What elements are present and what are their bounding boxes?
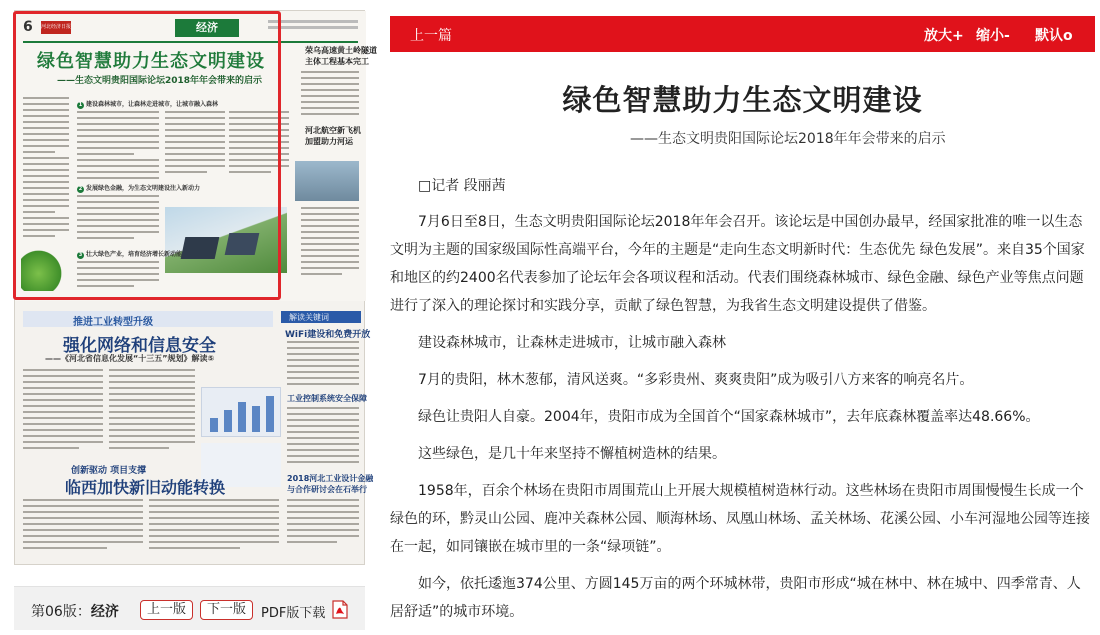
zoom-in-button[interactable]: 放大+ [924, 28, 964, 44]
article-byline: □记者 段丽茜 [418, 178, 506, 194]
lower-right-banner: 解读关键词 [281, 311, 361, 323]
reset-zoom-button[interactable]: 默认o [1035, 28, 1073, 44]
pdf-download-link[interactable]: PDF版下载 [261, 606, 326, 621]
lower-small-headline: 创新驱动 项目支撑 [71, 466, 147, 476]
right-headline-2: 河北航空新飞机 加盟助力河运 [305, 126, 361, 146]
text-column [287, 341, 359, 389]
prev-page-button[interactable]: 上一版 [140, 600, 193, 620]
page-headline: 绿色智慧助力生态文明建设 [37, 51, 265, 72]
article-paragraph: 7月6日至8日，生态文明贵阳国际论坛2018年年会召开。该论坛是中国创办最早，经国家批准的唯一以生态文明为主题的国家级国际性高端平台，今年的主题是“走向生态文明新时代：生态优先 绿色发展”。来自35个国家和地区的约2400名代表参加了论坛年会各项议程和活动。代表们围绕森林城市、绿色金融、绿色产业等焦点问题进行了深入的理论探讨和实践分享，贡献了绿色智慧，为我省生态文明建设提供了借鉴。 [390, 214, 1085, 314]
text-column [23, 369, 103, 453]
text-column [301, 207, 359, 279]
right-headline-1: 荣乌高速黄土岭隧道 主体工程基本完工 [305, 46, 377, 66]
article-body [390, 208, 1090, 635]
lower-right-headline-3: 2018河北工业设计金融 与合作研讨会在石举行 [287, 474, 374, 494]
text-column [287, 499, 359, 547]
text-column [301, 71, 359, 119]
article-paragraph: 绿色让贵阳人自豪。2004年，贵阳市成为全国首个“国家森林城市”，去年底森林覆盖率达48.66%。 [418, 409, 1040, 425]
page-subheadline: ——生态文明贵阳国际论坛2018年年会带来的启示 [57, 76, 263, 86]
lower-right-headline-1: WiFi建设和免费开放 [285, 330, 371, 340]
text-column [149, 499, 279, 553]
text-column [287, 407, 359, 467]
next-page-button[interactable]: 下一版 [200, 600, 253, 620]
lower-headline-2: 临西加快新旧动能转换 [65, 478, 226, 497]
text-column [109, 369, 195, 453]
article-paragraph: 7月的贵阳，林木葱郁，清风送爽。“多彩贵州、爽爽贵阳”成为吸引八方来客的响亮名片。 [418, 372, 974, 388]
lower-headline-1: 强化网络和信息安全 [63, 336, 216, 356]
lower-section-banner: 推进工业转型升级 [23, 311, 273, 327]
page-dateline [268, 20, 358, 32]
page-bottom-half [15, 307, 374, 566]
article-paragraph: 1958年，百余个林场在贵阳市周围荒山上开展大规模植树造林行动。这些林场在贵阳市周围慢慢生长成一个绿色的环，黔灵山公园、鹿冲关森林公园、顺海林场、凤凰山林场、孟关林场、花溪公园、小车河湿地公园等连接在一起，如同镶嵌在城市里的一条“绿项链”。 [390, 483, 1090, 555]
masthead-logo: 河北经济日报 [41, 21, 71, 34]
lower-chart-graphic [201, 387, 281, 437]
article-paragraph: 如今，依托逶迤374公里、方圆145万亩的两个环城林带，贵阳市形成“城在林中、林在城中、四季常青、人居舒适”的城市环境。 [390, 576, 1081, 620]
section-label: 经济 [175, 19, 239, 37]
article-title: 绿色智慧助力生态文明建设 [562, 83, 923, 117]
page-photo-aircraft [295, 161, 359, 201]
text-column [23, 499, 143, 553]
prev-article-button[interactable]: 上一篇 [410, 28, 452, 44]
page-number: 6 [23, 19, 33, 35]
edition-label: 第06版：经济 [31, 604, 119, 620]
zoom-out-button[interactable]: 缩小- [976, 28, 1010, 44]
pdf-icon[interactable] [332, 600, 348, 619]
lower-subheadline-1: ——《河北省信息化发展“十三五”规划》解读⑤ [45, 354, 215, 363]
edition-nav-bar [14, 586, 365, 630]
page-section-title-2: 2 发展绿色金融，为生态文明建设注入新动力 [78, 185, 201, 192]
article-subtitle: ——生态文明贵阳国际论坛2018年年会带来的启示 [630, 131, 946, 147]
lower-right-headline-2: 工业控制系统安全保障 [287, 394, 367, 403]
article-content [390, 52, 1095, 635]
page-section-title-3: 3 壮大绿色产业，培育经济增长新动能 [78, 251, 183, 258]
article-paragraph: 这些绿色，是几十年来坚持不懈植树造林的结果。 [418, 446, 726, 462]
selected-article-highlight[interactable] [13, 11, 281, 300]
page-section-title-1: 1 建设森林城市，让森林走进城市，让城市融入森林 [78, 101, 219, 108]
article-paragraph: 建设森林城市，让森林走进城市，让城市融入森林 [418, 335, 726, 351]
reader-toolbar [390, 16, 1095, 52]
